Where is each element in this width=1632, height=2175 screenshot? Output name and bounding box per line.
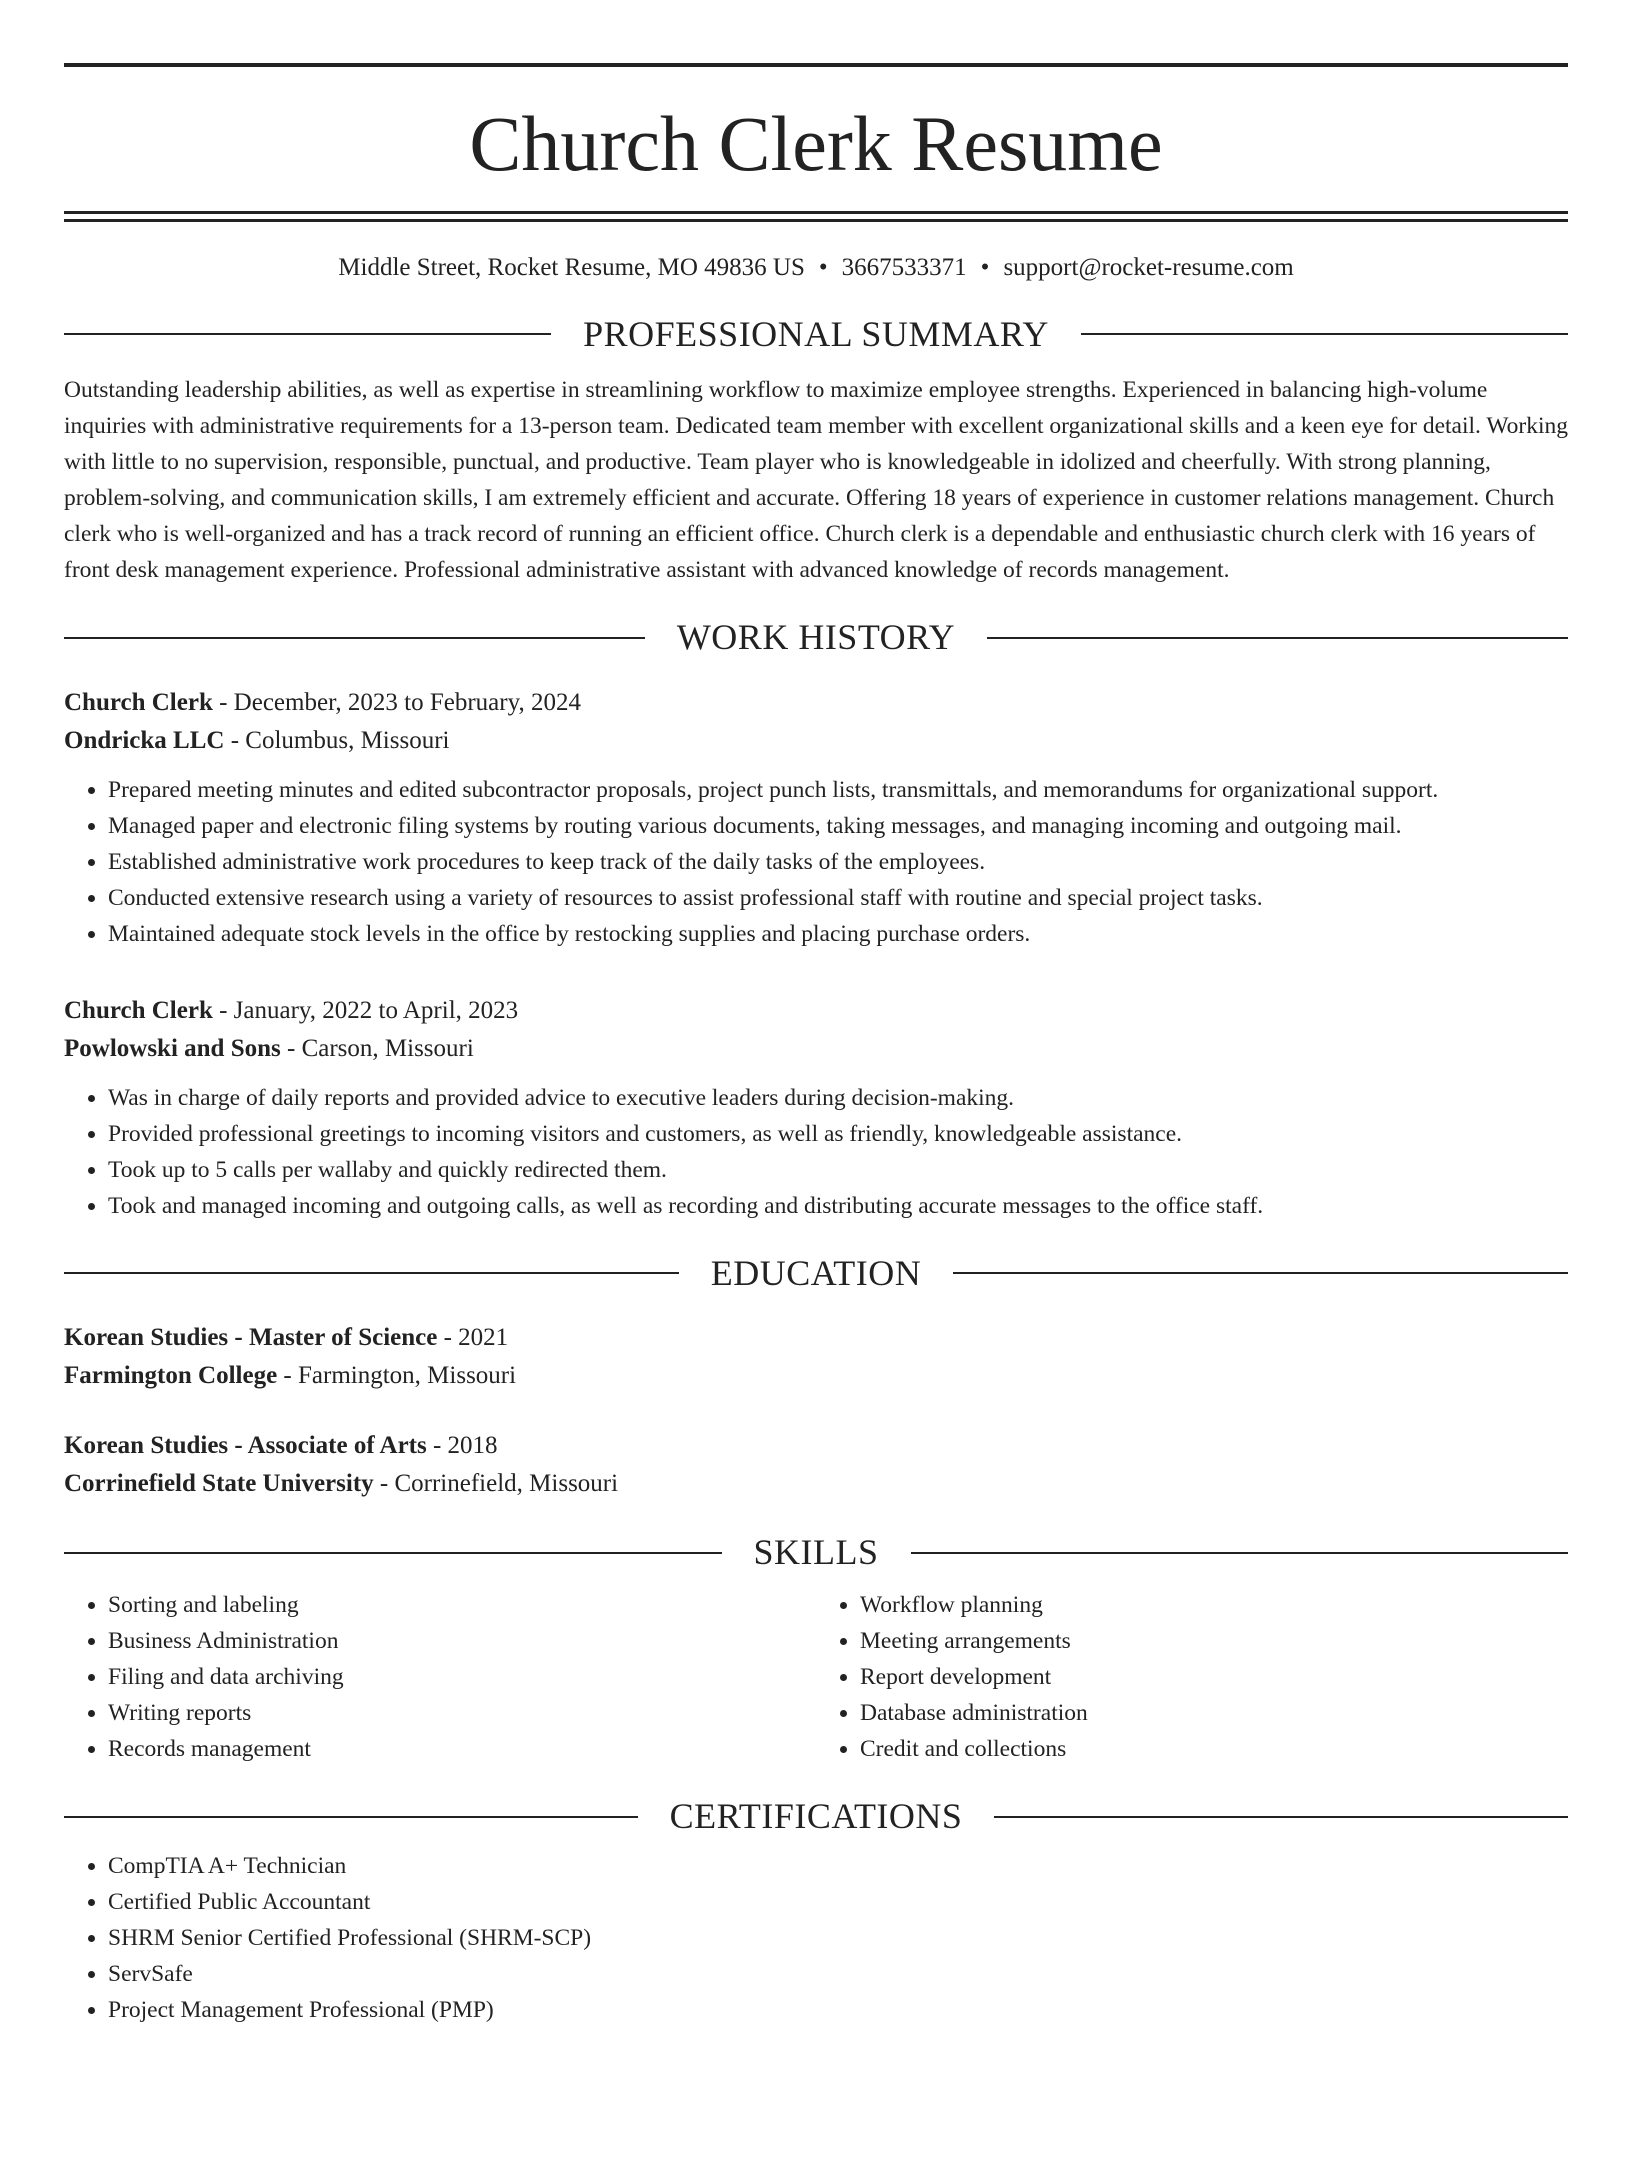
skill-item: • Database administration	[860, 1695, 1568, 1731]
job-location: - Columbus, Missouri	[224, 726, 450, 754]
degree: Korean Studies - Master of Science	[64, 1324, 438, 1352]
job-title-line	[64, 684, 1568, 722]
degree: Korean Studies - Associate of Arts	[64, 1432, 427, 1460]
heading-rule-left	[64, 637, 645, 639]
certification-item: • CompTIA A+ Technician	[108, 1848, 1568, 1884]
job-title-line	[64, 992, 1568, 1030]
school: Corrinefield State University	[64, 1470, 374, 1498]
job-bullet: • Maintained adequate stock levels in the office by restocking supplies and placing purchase orders.	[108, 916, 1568, 952]
contact-email: support@rocket-resume.com	[1003, 254, 1294, 281]
skills-columns	[64, 1587, 1568, 1767]
resume-title: Church Clerk Resume	[469, 100, 1163, 187]
job-bullet: • Conducted extensive research using a variety of resources to assist professional staff with routine and special project tasks.	[108, 880, 1568, 916]
heading-rule-right	[1081, 333, 1568, 335]
section-heading-label: CERTIFICATIONS	[669, 1795, 963, 1836]
job-bullet: • Managed paper and electronic filing systems by routing various documents, taking messages, and managing incoming and outgoing mail.	[108, 808, 1568, 844]
job-title: Church Clerk	[64, 996, 213, 1024]
job-company: Powlowski and Sons	[64, 1034, 281, 1062]
heading-rule-right	[994, 1816, 1568, 1818]
job-location: - Carson, Missouri	[280, 1034, 474, 1062]
summary-paragraph: Outstanding leadership abilities, as well as expertise in streamlining workflow to maximize employee strengths. Experienced in balancing high-volume inquiries with administrative requirements for a 13-person team. Dedicated team member with excellent organizational skills and a keen eye for detail. Working with little to no supervision, responsible, punctual, and productive. Team player who is knowledgeable in idolized and cheerfully. With strong planning, problem-solving, and communication skills, I am extremely efficient and accurate. Offering 18 years of experience in customer relations management. Church clerk who is well-organized and has a track record of running an efficient office. Church clerk is a dependable and enthusiastic church clerk with 16 years of front desk management experience. Professional administrative assistant with advanced knowledge of records management.	[64, 377, 1569, 584]
contact-address: Middle Street, Rocket Resume, MO 49836 US	[338, 254, 805, 281]
degree-line	[64, 1319, 1568, 1357]
job-entry	[64, 684, 1568, 952]
skill-item: • Filing and data archiving	[108, 1659, 816, 1695]
certification-item: • ServSafe	[108, 1956, 1568, 1992]
section-heading-certifications	[64, 1797, 1568, 1837]
school-line	[64, 1465, 1568, 1503]
top-rule	[64, 63, 1568, 67]
section-heading-label: SKILLS	[753, 1532, 879, 1573]
job-bullets	[64, 772, 1568, 952]
school-line	[64, 1357, 1568, 1395]
heading-rule-right	[987, 637, 1568, 639]
certification-item: • Project Management Professional (PMP)	[108, 1992, 1568, 2028]
certifications-list	[64, 1848, 1568, 2028]
heading-rule-right	[953, 1272, 1568, 1274]
skill-item: • Meeting arrangements	[860, 1623, 1568, 1659]
job-title: Church Clerk	[64, 688, 213, 716]
heading-rule-left	[64, 1816, 638, 1818]
school: Farmington College	[64, 1362, 278, 1390]
skill-item: • Sorting and labeling	[108, 1587, 816, 1623]
skill-item: • Workflow planning	[860, 1587, 1568, 1623]
job-bullet: • Took and managed incoming and outgoing calls, as well as recording and distributing accurate messages to the office staff.	[108, 1188, 1568, 1224]
certification-item: • SHRM Senior Certified Professional (SHRM-SCP)	[108, 1920, 1568, 1956]
section-heading-skills	[64, 1533, 1568, 1573]
job-company-line	[64, 1030, 1568, 1068]
job-entry	[64, 992, 1568, 1224]
job-bullet: • Prepared meeting minutes and edited subcontractor proposals, project punch lists, transmittals, and memorandums for organizational support.	[108, 772, 1568, 808]
skill-item: • Writing reports	[108, 1695, 816, 1731]
skill-item: • Records management	[108, 1731, 816, 1767]
education-entry	[64, 1319, 1568, 1395]
heading-rule-left	[64, 1552, 722, 1554]
section-heading-work	[64, 618, 1568, 658]
contact-separator: •	[818, 254, 828, 281]
skills-list-left	[64, 1587, 816, 1767]
skill-item: • Credit and collections	[860, 1731, 1568, 1767]
skill-item: • Report development	[860, 1659, 1568, 1695]
skill-item: • Business Administration	[108, 1623, 816, 1659]
section-heading-education	[64, 1254, 1568, 1294]
contact-line	[64, 252, 1568, 285]
degree-year: - 2021	[437, 1324, 509, 1352]
section-heading-label: PROFESSIONAL SUMMARY	[583, 313, 1049, 354]
heading-rule-left	[64, 1272, 679, 1274]
job-bullet: • Took up to 5 calls per wallaby and quickly redirected them.	[108, 1152, 1568, 1188]
education-entry	[64, 1427, 1568, 1503]
title-double-rule	[64, 211, 1568, 222]
section-heading-summary	[64, 315, 1568, 355]
job-company: Ondricka LLC	[64, 726, 225, 754]
section-heading-label: EDUCATION	[710, 1252, 922, 1293]
contact-separator: •	[980, 254, 990, 281]
school-location: - Farmington, Missouri	[277, 1362, 517, 1390]
degree-year: - 2018	[426, 1432, 498, 1460]
heading-rule-left	[64, 333, 551, 335]
skills-list-right	[816, 1587, 1568, 1767]
heading-rule-right	[911, 1552, 1569, 1554]
contact-phone: 3667533371	[841, 254, 967, 281]
job-bullet: • Was in charge of daily reports and provided advice to executive leaders during decision-making.	[108, 1080, 1568, 1116]
job-bullets	[64, 1080, 1568, 1224]
certification-item: • Certified Public Accountant	[108, 1884, 1568, 1920]
job-bullet: • Provided professional greetings to incoming visitors and customers, as well as friendly, knowledgeable assistance.	[108, 1116, 1568, 1152]
job-bullet: • Established administrative work procedures to keep track of the daily tasks of the employees.	[108, 844, 1568, 880]
job-company-line	[64, 722, 1568, 760]
job-dates: - December, 2023 to February, 2024	[212, 688, 581, 716]
section-heading-label: WORK HISTORY	[676, 617, 956, 658]
degree-line	[64, 1427, 1568, 1465]
job-dates: - January, 2022 to April, 2023	[212, 996, 519, 1024]
school-location: - Corrinefield, Missouri	[373, 1470, 619, 1498]
resume-page	[0, 63, 1632, 2175]
